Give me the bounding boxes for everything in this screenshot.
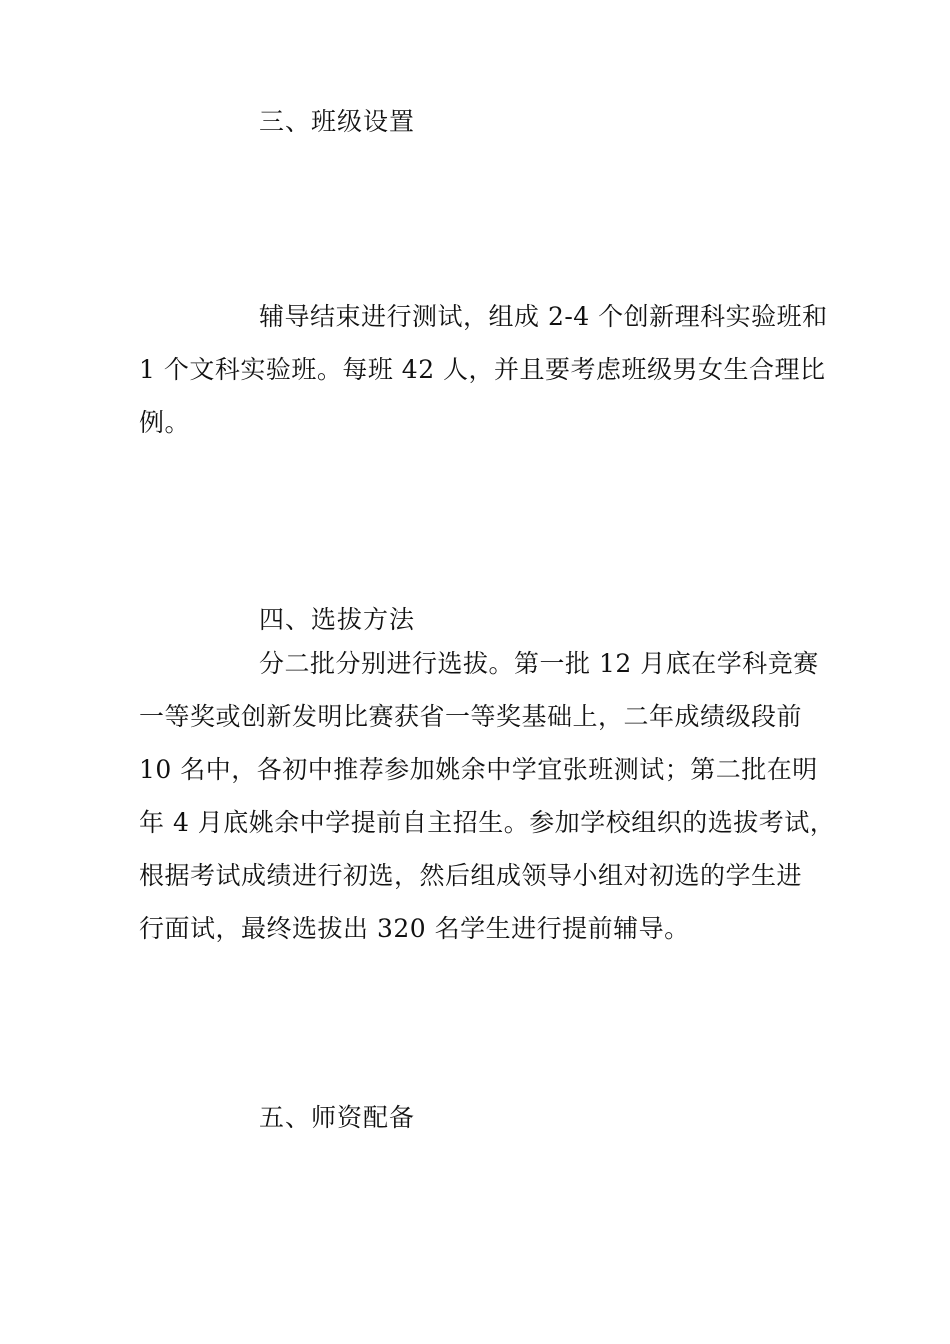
paragraph-line: 1 个文科实验班。每班 42 人，并且要考虑班级男女生合理比 (139, 355, 826, 384)
paragraph-line: 行面试，最终选拔出 320 名学生进行提前辅导。 (139, 914, 690, 943)
paragraph-line: 10 名中，各初中推荐参加姚余中学宜张班测试；第二批在明 (139, 755, 818, 784)
paragraph-line: 一等奖或创新发明比赛获省一等奖基础上，二年成绩级段前 (139, 702, 803, 731)
paragraph-selection-method (139, 637, 836, 955)
paragraph-line: 例。 (139, 408, 191, 437)
paragraph-line: 年 4 月底姚余中学提前自主招生。参加学校组织的选拔考试， (139, 808, 836, 837)
paragraph-line: 根据考试成绩进行初选，然后组成领导小组对初选的学生进 (139, 861, 803, 890)
section-heading-selection-method: 四、选拔方法 (259, 605, 416, 634)
paragraph-line: 辅导结束进行测试，组成 2-4 个创新理科实验班和 (259, 302, 828, 331)
paragraph-line: 分二批分别进行选拔。第一批 12 月底在学科竞赛 (259, 649, 819, 678)
section-heading-class-setup: 三、班级设置 (259, 107, 416, 136)
section-heading-teacher-staffing: 五、师资配备 (259, 1103, 416, 1132)
paragraph-class-setup (139, 290, 828, 449)
